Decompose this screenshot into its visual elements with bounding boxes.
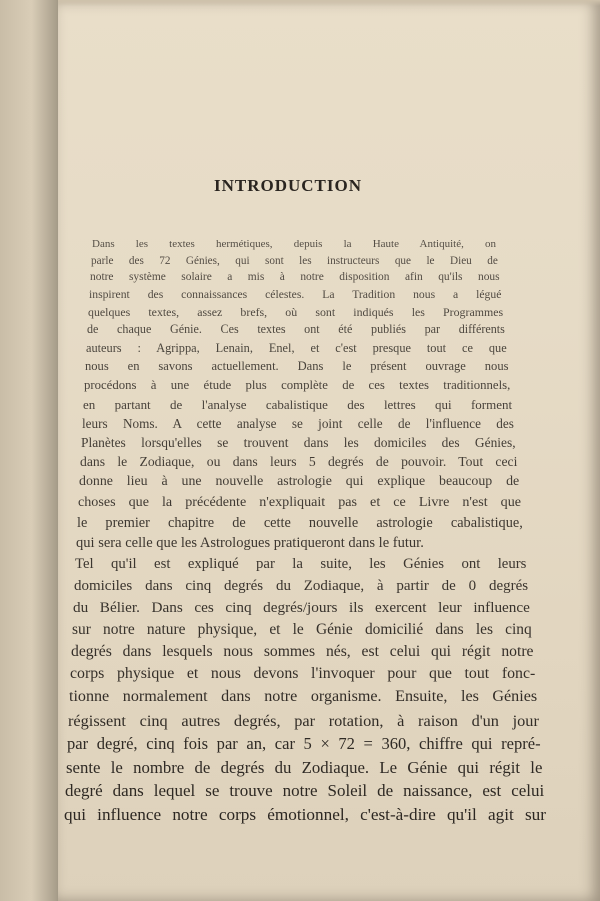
text-line: qui sera celle que les Astrologues pratiqueront dans le futur. (76, 535, 424, 552)
text-line: quelques textes, assez brefs, où sont indiqués les Programmes (88, 304, 504, 319)
paragraph-1 (68, 236, 538, 554)
text-line: dans le Zodiaque, ou dans leurs 5 degrés de pouvoir. Tout ceci (80, 454, 518, 470)
text-line: nous en savons actuellement. Dans le présent ouvrage nous (85, 359, 509, 374)
paragraph-2 (64, 554, 546, 827)
text-line: degrés dans lesquels nous sommes nés, est celui qui régit notre (71, 643, 534, 661)
text-line: donne lieu à une nouvelle astrologie qui explique beaucoup de (79, 474, 520, 490)
text-line: Dans les textes hermétiques, depuis la Haute Antiquité, on (92, 238, 496, 250)
text-line: parle des 72 Génies, qui sont les instructeurs que le Dieu de (91, 254, 498, 267)
text-line: procédons à une étude plus complète de ces textes traditionnels, (84, 377, 511, 392)
page-top-edge (58, 0, 600, 6)
text-line: par degré, cinq fois par an, car 5 × 72 = 360, chiffre qui repré- (67, 734, 541, 754)
text-line: sur notre nature physique, et le Génie domicilié dans les cinq (72, 620, 532, 638)
text-line: notre système solaire a mis à notre disposition afin qu'ils nous (90, 271, 500, 284)
text-line: domiciles dans cinq degrés du Zodiaque, à partir de 0 degrés (74, 577, 529, 594)
text-line: sente le nombre de degrés du Zodiaque. Le Génie qui régit le (66, 757, 543, 777)
body-text (64, 236, 546, 828)
text-line: inspirent des connaissances célestes. La Tradition nous a légué (89, 288, 502, 302)
text-line: degré dans lequel se trouve notre Soleil de naissance, est celui (65, 781, 545, 801)
text-line: en partant de l'analyse cabalistique des lettres qui forment (83, 396, 513, 412)
text-line: corps physique et nous devons l'invoquer pour que tout fonc- (70, 665, 536, 683)
text-line: Tel qu'il est expliqué par la suite, les Génies ont leurs (75, 556, 527, 573)
text-line: choses que la précédente n'expliquait pas et ce Livre n'est que (78, 494, 521, 511)
page-title: INTRODUCTION (213, 176, 363, 195)
text-line: régissent cinq autres degrés, par rotation, à raison d'un jour (68, 710, 539, 730)
text-line: de chaque Génie. Ces textes ont été publiés par différents (87, 322, 505, 337)
text-line: le premier chapitre de cette nouvelle astrologie cabalistique, (77, 514, 523, 531)
text-line: qui influence notre corps émotionnel, c'est-à-dire qu'il agit sur (64, 805, 546, 825)
text-line: auteurs : Agrippa, Lenain, Enel, et c'est presque tout ce que (86, 341, 507, 356)
text-line: Planètes lorsqu'elles se trouvent dans les domiciles des Génies, (81, 434, 516, 450)
text-line: du Bélier. Dans ces cinq degrés/jours ils exercent leur influence (73, 599, 530, 617)
text-line: leurs Noms. A cette analyse se joint celle de l'influence des (82, 415, 514, 431)
text-line: tionne normalement dans notre organisme. Ensuite, les Génies (69, 688, 538, 706)
